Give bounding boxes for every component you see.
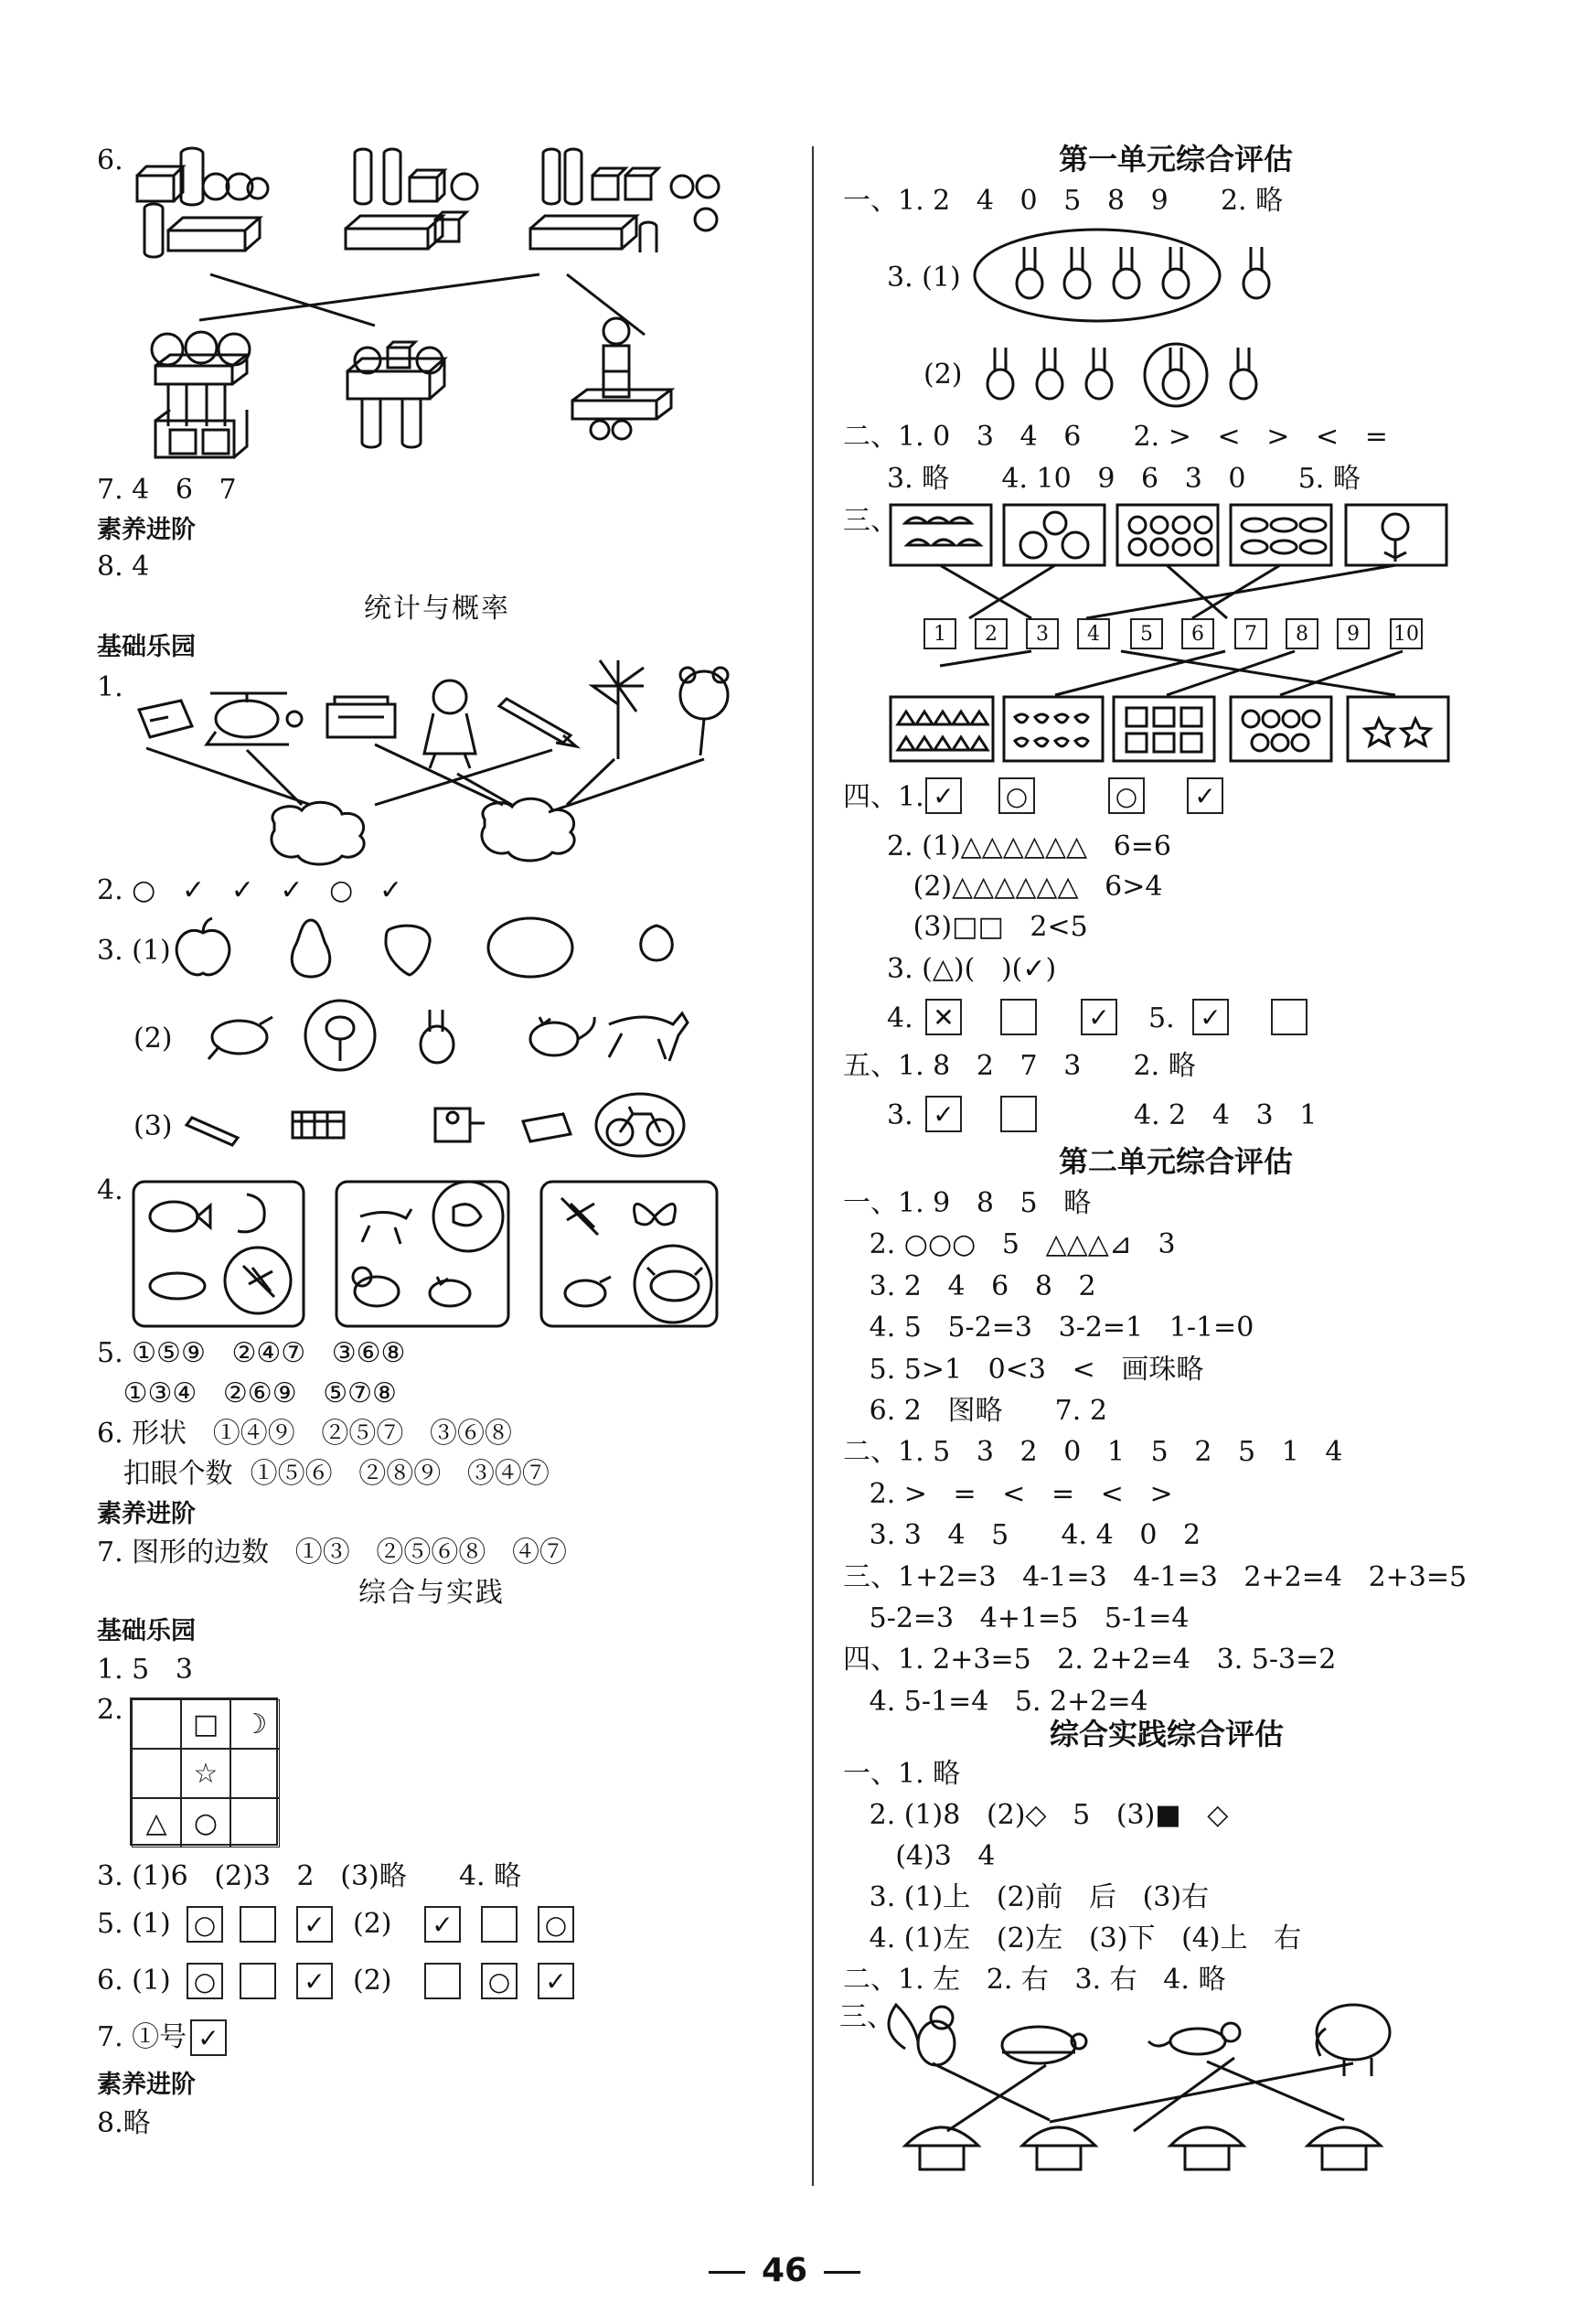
grid-cell bbox=[132, 1749, 181, 1798]
grid-cell bbox=[132, 1699, 181, 1749]
mouse-icon bbox=[1148, 2023, 1240, 2054]
number-box: 5 bbox=[1130, 618, 1163, 649]
stats-q5-a: 5. ①⑤⑨ ②④⑦ ③⑥⑧ bbox=[97, 1337, 406, 1369]
match-lines bbox=[933, 2058, 1353, 2131]
butterfly-icon bbox=[635, 1204, 676, 1225]
eraser-icon bbox=[139, 701, 192, 737]
stats-q2-answer: 2. ○ ✓ ✓ ✓ ○ ✓ bbox=[97, 874, 403, 906]
strawberries-icon bbox=[1015, 714, 1088, 746]
assembly-3-icon bbox=[572, 318, 671, 439]
squares-icon bbox=[1126, 708, 1201, 752]
cat-icon bbox=[530, 1017, 594, 1055]
practice-q2-label: 2. bbox=[97, 1694, 123, 1726]
cat-icon bbox=[430, 1277, 470, 1306]
dragonfly-icon bbox=[243, 1266, 274, 1297]
stats-q5-b: ①③④ ②⑥⑨ ⑤⑦⑧ bbox=[97, 1377, 397, 1409]
group-box-1 bbox=[133, 1182, 304, 1326]
page-number: 46 bbox=[0, 2252, 1569, 2289]
number-box: 6 bbox=[1181, 618, 1214, 649]
u2-lines-line: 5-2=3 4+1=5 5-1=4 bbox=[843, 1602, 1190, 1634]
empty-answer-box bbox=[481, 1906, 518, 1943]
dog-icon bbox=[353, 1268, 399, 1306]
unit3-title: 综合实践综合评估 bbox=[1050, 1717, 1285, 1751]
practice-q6-2: (2) bbox=[353, 1965, 392, 1997]
section-advance: 素养进阶 bbox=[97, 2071, 196, 2099]
group-box-3 bbox=[541, 1182, 717, 1326]
u1-q4-4: 4. bbox=[887, 1002, 913, 1034]
stars-icon bbox=[1365, 719, 1430, 745]
rabbit-icon bbox=[1231, 348, 1256, 399]
u1-q1-3-2: (2) bbox=[923, 359, 963, 391]
apples-icon bbox=[1020, 512, 1088, 558]
grid-cell: ☽ bbox=[230, 1699, 280, 1749]
q8-answer: 8. 4 bbox=[97, 551, 150, 583]
u3-q3-label: 三、 bbox=[839, 2001, 894, 2033]
dragonfly-icon bbox=[561, 1198, 598, 1235]
circled-rabbit bbox=[1145, 344, 1207, 406]
number-box: 4 bbox=[1077, 618, 1110, 649]
single-flower-icon bbox=[1382, 514, 1408, 562]
practice-q1: 1. 5 3 bbox=[97, 1654, 193, 1686]
grid-cell: □ bbox=[181, 1699, 230, 1749]
circled-animal bbox=[225, 1248, 291, 1313]
circled-answer-box: ○ bbox=[481, 1963, 518, 1999]
cloud-toys-icon bbox=[482, 798, 574, 861]
u2-lines-line: 6. 2 图略 7. 2 bbox=[843, 1395, 1107, 1427]
shape-box-squares bbox=[1114, 697, 1214, 761]
q7-answer: 7. 4 6 7 bbox=[97, 474, 237, 506]
u3-lines-line: 4. (1)左 (2)左 (3)下 (4)上 右 bbox=[843, 1922, 1302, 1955]
section-advance: 素养进阶 bbox=[97, 1500, 196, 1528]
u2-lines-line: 三、1+2=3 4-1=3 4-1=3 2+2=4 2+3=5 bbox=[843, 1560, 1468, 1593]
turtle-icon bbox=[1002, 2027, 1086, 2063]
section-advance: 素养进阶 bbox=[97, 516, 196, 544]
cloud-stationery-icon bbox=[272, 802, 364, 864]
blocks-group-2-icon bbox=[346, 149, 477, 249]
checked-answer-box: ✓ bbox=[1081, 999, 1117, 1035]
checked-answer-box: ✓ bbox=[1187, 777, 1223, 814]
rabbit-icon bbox=[1243, 247, 1269, 298]
u1-q4-2b: (2)△△△△△△ 6>4 bbox=[887, 871, 1163, 903]
u3-lines-line: (4)3 4 bbox=[843, 1840, 996, 1872]
u2-lines-line: 4. 5 5-2=3 3-2=1 1-1=0 bbox=[843, 1312, 1254, 1344]
empty-answer-box bbox=[424, 1963, 461, 1999]
circles-icon bbox=[1243, 711, 1319, 751]
mushroom-house-icon bbox=[1022, 2127, 1095, 2169]
number-box: 10 bbox=[1390, 618, 1423, 649]
flowers-icon bbox=[1129, 517, 1211, 555]
section-basic: 基础乐园 bbox=[97, 633, 196, 661]
empty-answer-box bbox=[240, 1963, 276, 1999]
circled-tree-icon bbox=[305, 1001, 375, 1070]
mushroom-house-icon bbox=[1170, 2127, 1243, 2169]
circled-answer-box: ○ bbox=[1108, 777, 1145, 814]
number-box: 2 bbox=[975, 618, 1008, 649]
practice-q3: 3. (1)6 (2)3 2 (3)略 4. 略 bbox=[97, 1860, 522, 1892]
grid-cell: ☆ bbox=[181, 1749, 230, 1798]
pic-box-mushrooms bbox=[891, 505, 991, 565]
strawberry-icon bbox=[386, 926, 430, 975]
circled-rabbits bbox=[975, 230, 1220, 321]
stats-q7-answer: 7. 图形的边数 ①③ ②⑤⑥⑧ ④⑦ bbox=[97, 1537, 567, 1569]
u2-lines-line: 4. 5-1=4 5. 2+2=4 bbox=[843, 1685, 1148, 1718]
empty-answer-box bbox=[1000, 1096, 1037, 1132]
crossed-answer-box: ✕ bbox=[925, 999, 962, 1035]
practice-q5-1: 5. (1) bbox=[97, 1908, 171, 1940]
u1-q4-5: 5. bbox=[1148, 1002, 1175, 1034]
shape-box-stars bbox=[1348, 697, 1448, 761]
grid-cell bbox=[230, 1749, 280, 1798]
grid-cell bbox=[230, 1798, 280, 1847]
assembly-2-icon bbox=[347, 342, 444, 447]
goldfish-icon bbox=[454, 1205, 481, 1226]
stats-q1-label: 1. bbox=[97, 671, 123, 703]
checked-answer-box: ✓ bbox=[1192, 999, 1229, 1035]
empty-answer-box bbox=[1000, 999, 1037, 1035]
u2-lines-line: 二、1. 5 3 2 0 1 5 2 5 1 4 bbox=[843, 1436, 1343, 1469]
stats-q3-2: (2) bbox=[133, 1023, 173, 1055]
u2-lines-line: 四、1. 2+3=5 2. 2+2=4 3. 5-3=2 bbox=[843, 1644, 1337, 1676]
mushroom-house-icon bbox=[1308, 2127, 1381, 2169]
u2-lines-line: 3. 3 4 5 4. 4 0 2 bbox=[843, 1519, 1201, 1552]
number-box: 7 bbox=[1234, 618, 1267, 649]
stats-q6-b: 扣眼个数 ①⑤⑥ ②⑧⑨ ③④⑦ bbox=[97, 1458, 550, 1490]
bicycle-icon bbox=[607, 1107, 673, 1145]
pinwheel-icon bbox=[592, 660, 644, 759]
eraser-icon bbox=[523, 1114, 571, 1141]
u2-lines-line: 2. ○○○ 5 △△△⊿ 3 bbox=[843, 1228, 1176, 1261]
pic-box-flowers bbox=[1117, 505, 1218, 565]
checked-answer-box: ✓ bbox=[925, 777, 962, 814]
pic-box-fish bbox=[1231, 505, 1331, 565]
u1-q3-label: 三、 bbox=[843, 505, 898, 537]
practice-q8: 8.略 bbox=[97, 2107, 151, 2139]
apple-icon bbox=[176, 918, 229, 975]
u1-q5-4: 4. 2 4 3 1 bbox=[1134, 1099, 1318, 1131]
rabbit-icon bbox=[421, 1010, 454, 1063]
peach-icon bbox=[641, 926, 673, 960]
rabbit-icon bbox=[987, 348, 1013, 399]
checked-answer-box: ✓ bbox=[424, 1906, 461, 1943]
number-box: 1 bbox=[923, 618, 956, 649]
grid-cell: △ bbox=[132, 1798, 181, 1847]
empty-answer-box bbox=[240, 1906, 276, 1943]
pencil-icon bbox=[187, 1118, 238, 1145]
checked-answer-box: ✓ bbox=[925, 1096, 962, 1132]
circled-answer-box: ○ bbox=[187, 1963, 223, 1999]
rabbit-icon bbox=[1037, 348, 1062, 399]
circled-answer-box: ○ bbox=[538, 1906, 574, 1943]
rabbit-icon bbox=[1163, 348, 1189, 399]
checked-answer-box: ✓ bbox=[538, 1963, 574, 1999]
practice-q5-2: (2) bbox=[353, 1908, 392, 1940]
horse-icon bbox=[360, 1209, 411, 1244]
assembly-1-icon bbox=[152, 332, 250, 457]
rabbit-icon bbox=[1064, 247, 1090, 298]
u2-lines-line: 3. 2 4 6 8 2 bbox=[843, 1269, 1096, 1302]
doll-toy-icon bbox=[424, 680, 475, 768]
pencil-icon bbox=[499, 699, 576, 746]
u1-q4-1: 四、1. bbox=[843, 781, 924, 813]
shape-box-circles bbox=[1231, 697, 1331, 761]
u1-q4-3: 3. (△)( )(✓) bbox=[887, 953, 1057, 985]
q6-label: 6. bbox=[97, 145, 123, 177]
grid-cell: ○ bbox=[181, 1798, 230, 1847]
match-line bbox=[210, 274, 375, 326]
unit2-title: 第二单元综合评估 bbox=[1059, 1144, 1294, 1179]
tree-icon bbox=[326, 1017, 354, 1061]
seahorse-icon bbox=[238, 1194, 264, 1232]
bird-icon bbox=[565, 1277, 611, 1306]
mushroom-house-icon bbox=[905, 2127, 978, 2169]
shape-box-triangles bbox=[891, 697, 993, 761]
circled-answer-box: ○ bbox=[998, 777, 1035, 814]
u1-q5-3: 3. bbox=[887, 1099, 913, 1131]
u3-lines-line: 二、1. 左 2. 右 3. 右 4. 略 bbox=[843, 1964, 1226, 1996]
fish-icon bbox=[150, 1202, 210, 1231]
circled-plate-icon bbox=[488, 918, 572, 977]
number-box: 9 bbox=[1337, 618, 1370, 649]
circled-answer-box: ○ bbox=[187, 1906, 223, 1943]
u2-lines-line: 5. 5>1 0<3 < 画珠略 bbox=[843, 1353, 1204, 1386]
stats-q4-label: 4. bbox=[97, 1174, 123, 1206]
u1-q1-1: 一、1. 2 4 0 5 8 9 2. 略 bbox=[843, 185, 1284, 217]
rabbit-icon bbox=[1086, 348, 1112, 399]
u1-q5-1: 五、1. 8 2 7 3 2. 略 bbox=[843, 1050, 1196, 1082]
abacus-icon bbox=[293, 1112, 344, 1138]
u1-q2-1: 二、1. 0 3 4 6 2. > < > < = bbox=[843, 421, 1388, 453]
u1-q4-2a: 2. (1)△△△△△△ 6=6 bbox=[887, 830, 1172, 862]
u3-lines-line: 一、1. 略 bbox=[843, 1758, 961, 1790]
section-title-practice: 综合与实践 bbox=[358, 1577, 505, 1609]
practice-q6-1: 6. (1) bbox=[97, 1965, 171, 1997]
empty-answer-box bbox=[1271, 999, 1308, 1035]
pic-box-apples bbox=[1004, 505, 1105, 565]
rabbit-icon bbox=[1163, 247, 1189, 298]
u1-q4-2c: (3)□□ 2<5 bbox=[887, 911, 1088, 943]
column-divider bbox=[812, 146, 814, 2186]
stats-q3-1: 3. (1) bbox=[97, 935, 171, 967]
whale-icon bbox=[150, 1273, 205, 1299]
checked-answer-box: ✓ bbox=[190, 2019, 227, 2056]
u3-lines-line: 2. (1)8 (2)◇ 5 (3)■ ◇ bbox=[843, 1799, 1229, 1831]
shape-grid bbox=[130, 1697, 278, 1846]
elephant-icon bbox=[1317, 2005, 1390, 2076]
rabbit-icon bbox=[1017, 247, 1042, 298]
pencil-sharpener-icon bbox=[435, 1108, 485, 1141]
circled-bicycle-icon bbox=[596, 1094, 684, 1156]
u1-q1-3-1: 3. (1) bbox=[887, 262, 961, 294]
u1-q2-3: 3. 略 4. 10 9 6 3 0 5. 略 bbox=[887, 463, 1361, 495]
u3-lines-line: 3. (1)上 (2)前 后 (3)右 bbox=[843, 1881, 1210, 1913]
pencil-case-icon bbox=[327, 697, 395, 737]
cow-icon bbox=[647, 1268, 702, 1301]
fish-group-icon bbox=[1242, 519, 1326, 553]
section-basic: 基础乐园 bbox=[97, 1617, 196, 1645]
mushroom-group-icon bbox=[905, 518, 980, 545]
bird-icon bbox=[208, 1017, 272, 1059]
number-box: 8 bbox=[1286, 618, 1318, 649]
shape-box-strawberries bbox=[1004, 697, 1103, 761]
section-title-stats: 统计与概率 bbox=[364, 593, 510, 625]
practice-q7: 7. ①号 bbox=[97, 2021, 187, 2053]
checked-answer-box: ✓ bbox=[296, 1906, 333, 1943]
checked-answer-box: ✓ bbox=[296, 1963, 333, 1999]
group-box-2 bbox=[336, 1182, 508, 1326]
triangles-icon bbox=[898, 712, 987, 750]
squirrel-icon bbox=[889, 2005, 955, 2065]
balloon-bear-icon bbox=[680, 668, 728, 755]
rabbit-icon bbox=[1114, 247, 1139, 298]
number-box: 3 bbox=[1026, 618, 1059, 649]
pear-icon bbox=[292, 920, 330, 977]
u2-lines-line: 2. > = < = < > bbox=[843, 1477, 1173, 1510]
helicopter-toy-icon bbox=[207, 693, 302, 744]
stats-q6-a: 6. 形状 ①④⑨ ②⑤⑦ ③⑥⑧ bbox=[97, 1418, 512, 1450]
pic-box-flower bbox=[1346, 505, 1446, 565]
blocks-group-3-icon bbox=[530, 149, 719, 252]
unit1-title: 第一单元综合评估 bbox=[1059, 142, 1294, 177]
stats-q3-3: (3) bbox=[133, 1110, 173, 1142]
u2-lines-line: 一、1. 9 8 5 略 bbox=[843, 1187, 1092, 1219]
blocks-group-1-icon bbox=[137, 148, 268, 257]
horse-icon bbox=[609, 1013, 688, 1061]
